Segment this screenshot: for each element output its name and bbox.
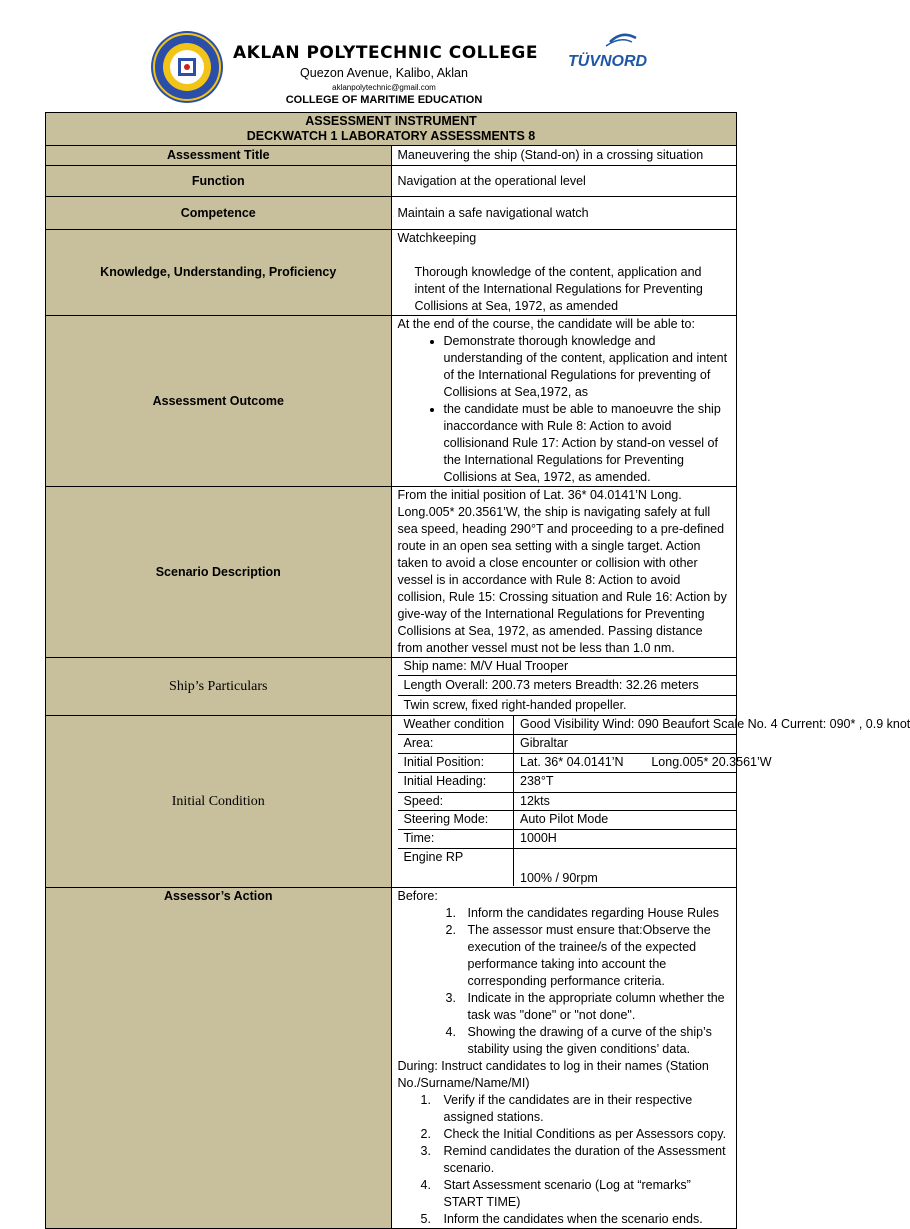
item-text: Start Assessment scenario (Log at “remarks” START TIME) <box>443 1178 691 1209</box>
item-text: Inform the candidates regarding House Rules <box>467 906 720 920</box>
initial-condition-cell <box>391 716 910 888</box>
scenario-text: From the initial position of Lat. 36* 04.0141’N Long. Long.005* 20.3561’W, the ship is navigating safely at full sea speed, heading 290°T and proceeding to a pre-defined route in an open sea setting with a single target. Action taken to avoid a close encounter or collision with other vessel is in accordance with Rule 8: Action to avoid collision, Rule 15: Crossing situation and Rule 16: Action by give-way of the International Regulations for Preventing Collisions at Sea, 1972, as amended. Passing distance from another vessel must not be less than 1.0 nm. <box>391 487 737 658</box>
initial-condition-table <box>398 716 910 886</box>
during-item <box>398 1126 731 1143</box>
outcome-list <box>398 333 731 486</box>
particulars-cell <box>391 658 737 716</box>
knowledge-body: Thorough knowledge of the content, application and intent of the International Regulations for Preventing Collisions at Sea, 1972, as amended <box>414 265 703 313</box>
tuv-logo-text: TÜVNORD <box>568 53 648 70</box>
assessment-title-value: Maneuvering the ship (Stand-on) in a crossing situation <box>391 146 737 166</box>
college-email: aklanpolytechnic@gmail.com <box>332 83 436 92</box>
condition-key: Steering Mode: <box>398 810 514 829</box>
before-item <box>398 922 731 990</box>
during-item <box>398 1211 731 1228</box>
item-text: The assessor must ensure that:Observe the execution of the trainee/s of the expected performance taking into account the corresponding performance criteria. <box>467 923 711 988</box>
condition-value: 12kts <box>514 792 737 810</box>
condition-key: Weather condition <box>398 716 514 734</box>
before-label: Before: <box>397 889 438 903</box>
condition-value: Auto Pilot Mode <box>514 810 737 829</box>
during-item <box>398 1143 731 1177</box>
item-number: 2. <box>420 1127 431 1141</box>
item-number: 1. <box>420 1093 431 1107</box>
particulars-line: Twin screw, fixed right-handed propeller. <box>398 696 737 716</box>
assessor-action-cell <box>391 888 737 1229</box>
before-item <box>398 1024 731 1058</box>
knowledge-label: Knowledge, Understanding, Proficiency <box>46 230 392 316</box>
knowledge-heading: Watchkeeping <box>397 231 477 245</box>
before-item <box>398 905 731 922</box>
instrument-title <box>46 113 737 146</box>
item-text: Showing the drawing of a curve of the ship’s stability using the given conditions’ data. <box>467 1025 712 1056</box>
item-number: 3. <box>420 1144 431 1158</box>
condition-key: Speed: <box>398 792 514 810</box>
particulars-label: Ship’s Particulars <box>46 658 392 716</box>
item-text: Check the Initial Conditions as per Assessors copy. <box>443 1127 727 1141</box>
item-number: 3. <box>445 991 456 1005</box>
before-item <box>398 990 731 1024</box>
outcome-item: • Demonstrate thorough knowledge and understanding of the content, application and intent of the International Regulations for preventing of Collisions at Sea,1972, as <box>444 333 731 401</box>
condition-key: Initial Heading: <box>398 772 514 792</box>
outcome-label: Assessment Outcome <box>46 316 392 487</box>
item-text: Inform the candidates when the scenario ends. <box>443 1212 703 1226</box>
instrument-title-line1: ASSESSMENT INSTRUMENT <box>305 114 477 128</box>
condition-value: Gibraltar <box>514 734 737 753</box>
item-text: Verify if the candidates are in their respective assigned stations. <box>443 1093 693 1124</box>
during-label: During: Instruct candidates to log in their names (Station No./Surname/Name/MI) <box>397 1059 709 1090</box>
outcome-cell <box>391 316 737 487</box>
before-list <box>398 905 731 1058</box>
item-number: 2. <box>445 923 456 937</box>
particulars-line: Ship name: M/V Hual Trooper <box>398 658 737 676</box>
condition-value: 1000H <box>514 829 737 848</box>
assessment-title-label: Assessment Title <box>46 146 392 166</box>
during-list <box>398 1092 731 1228</box>
function-label: Function <box>46 166 392 197</box>
competence-value: Maintain a safe navigational watch <box>391 197 737 230</box>
outcome-intro: At the end of the course, the candidate will be able to: <box>397 317 695 331</box>
condition-key: Engine RP <box>398 848 514 886</box>
department-name: COLLEGE OF MARITIME EDUCATION <box>285 94 483 106</box>
outcome-item: • the candidate must be able to manoeuvre the ship inaccordance with Rule 8: Action to avoid collisionand Rule 17: Action by stand-on vessel of the International Regulations for Preventing Collisions at Sea, 1972, as amended. <box>444 401 731 486</box>
during-item <box>398 1092 731 1126</box>
condition-value: 238°T <box>514 772 737 792</box>
particulars-table <box>398 658 737 715</box>
condition-value: 100% / 90rpm <box>514 848 737 886</box>
college-name: AKLAN POLYTECHNIC COLLEGE <box>233 43 539 63</box>
condition-value: Good Visibility Wind: 090 Beaufort Scale No. 4 Current: 090* , 0.9 knot <box>514 716 737 734</box>
initial-condition-label: Initial Condition <box>46 716 392 888</box>
particulars-line: Length Overall: 200.73 meters Breadth: 32.26 meters <box>398 676 737 696</box>
function-value: Navigation at the operational level <box>391 166 737 197</box>
condition-key: Area: <box>398 734 514 753</box>
condition-key: Initial Position: <box>398 753 514 772</box>
college-address: Quezon Avenue, Kalibo, Aklan <box>300 66 468 80</box>
item-number: 4. <box>445 1025 456 1039</box>
item-text: Indicate in the appropriate column whether the task was "done" or "not done". <box>467 991 725 1022</box>
competence-label: Competence <box>46 197 392 230</box>
instrument-title-line2: DECKWATCH 1 LABORATORY ASSESSMENTS 8 <box>246 129 536 143</box>
assessor-action-label: Assessor’s Action <box>46 888 392 1229</box>
knowledge-cell <box>391 230 737 316</box>
condition-key: Time: <box>398 829 514 848</box>
item-text: Remind candidates the duration of the Assessment scenario. <box>443 1144 726 1175</box>
condition-value: Lat. 36* 04.0141’N Long.005* 20.3561’W <box>514 753 737 772</box>
item-number: 5. <box>420 1212 431 1226</box>
assessment-table <box>45 112 910 1229</box>
scenario-label: Scenario Description <box>46 487 392 658</box>
during-item <box>398 1177 731 1211</box>
item-number: 4. <box>420 1178 431 1192</box>
item-number: 1. <box>445 906 456 920</box>
